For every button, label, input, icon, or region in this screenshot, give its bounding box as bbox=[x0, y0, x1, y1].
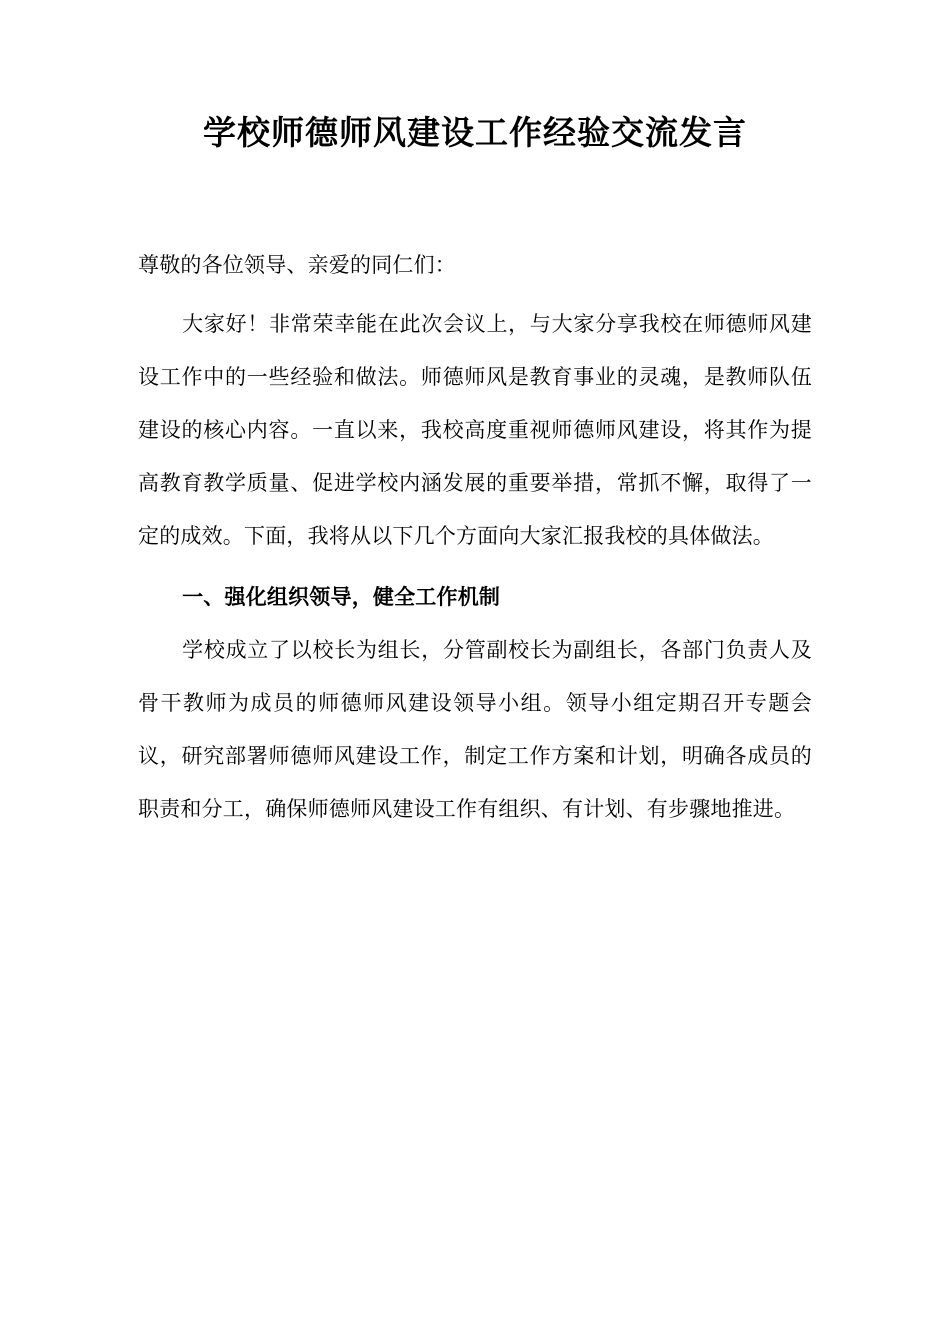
page-title: 学校师德师风建设工作经验交流发言 bbox=[203, 113, 747, 152]
document-body bbox=[138, 239, 812, 836]
salutation-line: 尊敬的各位领导、亲爱的同仁们： bbox=[138, 253, 456, 278]
paragraph-intro: 大家好！非常荣幸能在此次会议上，与大家分享我校在师德师风建设工作中的一些经验和做法。师德师风是教育事业的灵魂，是教师队伍建设的核心内容。一直以来，我校高度重视师德师风建设，将其作为提高教育教学质量、促进学校内涵发展的重要举措，常抓不懈，取得了一定的成效。下面，我将从以下几个方面向大家汇报我校的具体做法。 bbox=[138, 312, 812, 549]
paragraph-section-1: 学校成立了以校长为组长，分管副校长为副组长，各部门负责人及骨干教师为成员的师德师风建设领导小组。领导小组定期召开专题会议，研究部署师德师风建设工作，制定工作方案和计划，明确各成员的职责和分工，确保师德师风建设工作有组织、有计划、有步骤地推进。 bbox=[138, 638, 812, 822]
section-heading-1: 一、强化组织领导，健全工作机制 bbox=[182, 585, 501, 610]
